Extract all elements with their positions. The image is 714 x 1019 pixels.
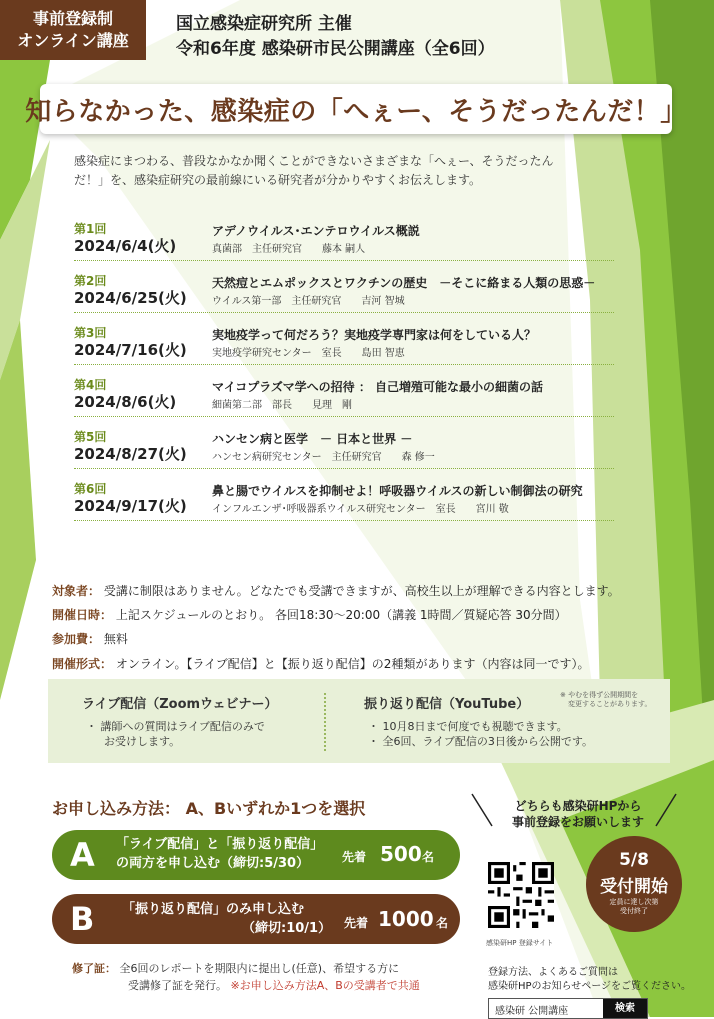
registration-note [488, 798, 668, 830]
datetime-text: 上記スケジュールのとおり。 各回18:30～20:00（講義 1時間／質疑応答 30分間） [115, 608, 567, 622]
replay-item: ・ 10月8日まで何度でも視聴できます。 [368, 720, 568, 733]
session-title: 実地疫学って何だろう？実地疫学専門家は何をしている人？ [212, 328, 537, 342]
hp-line2: 感染研HPのお知らせページをご覧ください。 [488, 981, 692, 992]
session-number: 第3回 [74, 326, 107, 340]
replay-title: 振り返り配信（YouTube） [364, 697, 530, 712]
delivery-divider [324, 693, 326, 751]
session-date: 2024/9/17(火) [74, 497, 187, 515]
datetime-label: 開催日時： [52, 608, 113, 622]
session-number: 第1回 [74, 222, 107, 236]
session-divider [74, 416, 614, 417]
reception-note1: 定員に達し次第 [609, 898, 659, 906]
session-number: 第2回 [74, 274, 107, 288]
certificate-line2: 受講修了証を発行。 [128, 979, 227, 992]
session-title: 鼻と腸でウイルスを抑制せよ！呼吸器ウイルスの新しい制御法の研究 [212, 484, 583, 498]
option-a-letter: A [70, 836, 95, 874]
registration-line2: 事前登録をお願いします [511, 815, 644, 829]
session-6 [74, 480, 634, 526]
session-5 [74, 428, 634, 474]
delivery-box [48, 679, 670, 763]
session-3 [74, 324, 634, 370]
session-number: 第6回 [74, 482, 107, 496]
search-box[interactable] [488, 998, 648, 1019]
reception-main: 受付開始 [600, 877, 668, 897]
reception-note [586, 898, 682, 916]
session-date: 2024/6/4(火) [74, 237, 177, 255]
main-title-text: 知らなかった、感染症の「へぇー、そうだったんだ！」 [25, 96, 687, 127]
option-b-unit: 名 [436, 916, 449, 930]
session-date: 2024/7/16(火) [74, 341, 187, 359]
certificate-info [72, 960, 420, 994]
session-date: 2024/8/6(火) [74, 393, 177, 411]
session-title: 天然痘とエムポックスとワクチンの歴史 －そこに絡まる人類の思惑－ [212, 276, 596, 290]
session-divider [74, 364, 614, 365]
replay-note-2: 変更することがあります。 [568, 700, 652, 708]
fee-label: 参加費： [52, 632, 101, 646]
session-title: ハンセン病と医学 － 日本と世界 － [212, 432, 413, 446]
session-date: 2024/6/25(火) [74, 289, 187, 307]
reception-date: 5/8 [619, 850, 649, 870]
badge-line2: オンライン講座 [17, 31, 129, 50]
registration-badge [0, 0, 146, 60]
option-a-capacity: 500 [380, 842, 422, 866]
organizer-line: 国立感染症研究所 主催 [176, 14, 352, 34]
session-speaker: インフルエンザ･呼吸器系ウイルス研究センター 室長 宮川 敬 [212, 504, 509, 515]
session-speaker: 細菌第二部 部長 見理 剛 [212, 400, 352, 411]
option-b-first: 先着 [344, 916, 369, 930]
qr-caption: 感染研HP 登録サイト [486, 939, 554, 947]
session-speaker: ハンセン病研究センター 主任研究官 森 修一 [212, 452, 435, 463]
option-a[interactable] [52, 830, 460, 880]
reception-note2: 受付終了 [620, 907, 648, 915]
search-button[interactable]: 検索 [603, 999, 647, 1018]
format-text: オンライン。【ライブ配信】と【振り返り配信】の2種類があります（内容は同一です）。 [115, 657, 590, 671]
session-divider [74, 312, 614, 313]
option-b[interactable] [52, 894, 460, 944]
certificate-label: 修了証： [72, 962, 116, 975]
session-number: 第5回 [74, 430, 107, 444]
option-b-capacity: 1000 [378, 907, 434, 931]
session-divider [74, 520, 614, 521]
session-2 [74, 272, 634, 318]
qr-code[interactable] [488, 862, 554, 928]
replay-item: ・ 全6回、ライブ配信の3日後から公開です。 [368, 735, 593, 748]
fee-text: 無料 [103, 632, 128, 646]
hp-note [488, 966, 691, 994]
badge-line1: 事前登録制 [32, 9, 113, 28]
live-item: ・ 講師への質問はライブ配信のみで [86, 720, 265, 733]
target-row [52, 582, 620, 599]
hp-line1: 登録方法、よくあるご質問は [488, 967, 618, 978]
live-item-cont: お受けします。 [104, 735, 181, 748]
intro-text: 感染症にまつわる、普段なかなか聞くことができないさまざまな「へぇー、そうだったんだ！」を、感染症研究の最前線にいる研究者が分かりやすくお伝えします。 [74, 154, 554, 187]
session-number: 第4回 [74, 378, 107, 392]
session-divider [74, 260, 614, 261]
reception-badge [586, 836, 682, 932]
main-title [25, 84, 687, 134]
session-divider [74, 468, 614, 469]
option-b-line2: （締切:10/1） [242, 921, 332, 936]
session-title: アデノウイルス･エンテロウイルス概説 [212, 224, 420, 238]
session-speaker: ウイルス第一部 主任研究官 吉河 智城 [212, 296, 405, 307]
session-4 [74, 376, 634, 422]
option-a-unit: 名 [422, 850, 435, 864]
session-date: 2024/8/27(火) [74, 445, 187, 463]
option-a-first: 先着 [342, 850, 367, 864]
session-speaker: 真菌部 主任研究官 藤本 嗣人 [212, 244, 366, 255]
session-title: マイコプラズマ学への招待 ： 自己増殖可能な最小の細菌の話 [212, 380, 544, 394]
option-b-line1: 「振り返り配信」のみ申し込む [122, 902, 305, 917]
format-row [52, 655, 589, 672]
series-line: 令和6年度 感染研市民公開講座（全6回） [176, 39, 495, 59]
live-title: ライブ配信（Zoomウェビナー） [82, 697, 278, 712]
session-speaker: 実地疫学研究センター 室長 島田 智恵 [212, 348, 405, 359]
target-text: 受講に制限はありません。どなたでも受講できますが、高校生以上が理解できる内容とします。 [103, 584, 620, 598]
option-a-line2: の両方を申し込む（締切:5/30） [116, 856, 310, 871]
replay-note-1: ※ やむを得ず公開期間を [560, 691, 639, 699]
certificate-note: ※お申し込み方法A、Bの受講者で共通 [230, 979, 420, 992]
option-b-letter: B [70, 900, 95, 938]
fee-row [52, 630, 128, 647]
session-1 [74, 220, 634, 266]
format-label: 開催形式： [52, 657, 113, 671]
registration-line1: どちらも感染研HPから [514, 799, 642, 813]
datetime-row [52, 606, 567, 623]
search-input[interactable]: 感染研 公開講座 [495, 1006, 569, 1017]
apply-heading: お申し込み方法： A、Bいずれか1つを選択 [52, 799, 366, 818]
certificate-line1: 全6回のレポートを期限内に提出し(任意)、希望する方に [119, 962, 400, 975]
option-a-line1: 「ライブ配信」と「振り返り配信」 [116, 837, 324, 852]
target-label: 対象者： [52, 584, 101, 598]
